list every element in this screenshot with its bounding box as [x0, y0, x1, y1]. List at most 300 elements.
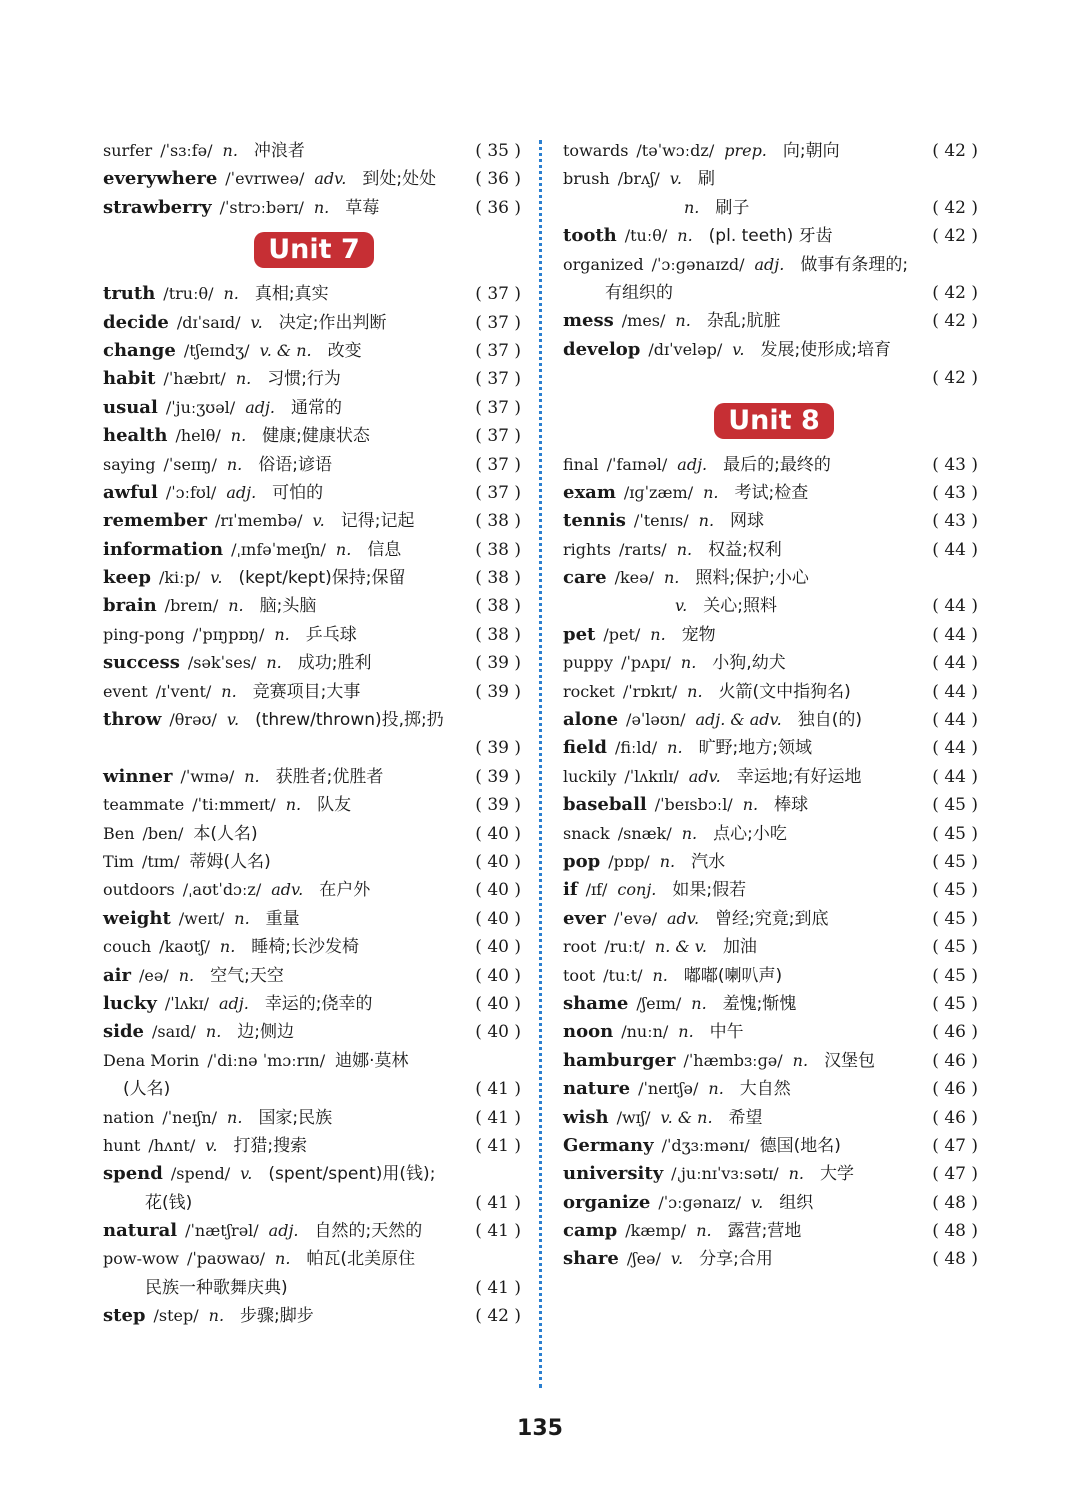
headword: nation: [103, 1107, 155, 1127]
headword: organize: [563, 1191, 651, 1213]
phonetic: /kæmp/: [625, 1221, 687, 1241]
vocab-entry: [103, 962, 521, 990]
vocab-entry-continuation: [563, 592, 978, 620]
vocab-entry: [563, 962, 978, 990]
phonetic: /ˈevrɪweə/: [225, 169, 305, 189]
part-of-speech: prep.: [724, 141, 767, 160]
headword: Tim: [103, 851, 134, 871]
chinese-meaning: 迪娜·莫林: [335, 1050, 409, 1071]
headword: winner: [103, 765, 173, 787]
headword: exam: [563, 481, 616, 503]
chinese-meaning: 队友: [317, 795, 352, 816]
phonetic: /əˈləʊn/: [626, 710, 686, 730]
part-of-speech: v. & n.: [259, 340, 312, 360]
page-reference: ( 39 ): [475, 738, 521, 759]
part-of-speech: n.: [221, 681, 237, 701]
part-of-speech: n.: [205, 1022, 222, 1042]
part-of-speech: conj.: [617, 880, 657, 900]
vocab-entry: [563, 137, 978, 165]
vocab-entry: [103, 933, 521, 961]
page-reference: ( 40 ): [475, 965, 521, 986]
part-of-speech: v.: [670, 1249, 684, 1269]
chinese-meaning: 自然的;天然的: [314, 1221, 423, 1242]
part-of-speech: n.: [650, 624, 666, 644]
part-of-speech: v.: [210, 568, 223, 588]
part-of-speech: adj.: [754, 254, 785, 274]
headword: wish: [563, 1106, 609, 1128]
headword: teammate: [103, 795, 185, 815]
vocab-entry: [563, 1018, 978, 1046]
headword: Germany: [563, 1134, 654, 1156]
vocab-entry: [103, 1018, 521, 1046]
chinese-meaning: (人名): [123, 1079, 171, 1100]
phonetic: /ˈdiːnə ˈmɔːrɪn/: [207, 1050, 326, 1070]
phonetic: /ˈevə/: [613, 908, 658, 928]
phonetic: /helθ/: [175, 426, 221, 446]
page-reference: ( 37 ): [475, 426, 521, 447]
page-reference: ( 48 ): [932, 1249, 978, 1270]
vocab-entry: [563, 451, 978, 479]
page-reference: ( 39 ): [475, 795, 521, 816]
page-reference: ( 45 ): [932, 908, 978, 929]
phonetic: /saɪd/: [152, 1022, 196, 1042]
page-reference: ( 41 ): [475, 1135, 521, 1156]
phonetic: /spend/: [170, 1164, 231, 1184]
phonetic: /weɪt/: [178, 908, 225, 928]
chinese-meaning: 到处;处处: [362, 169, 437, 190]
phonetic: /ˈneɪtʃə/: [638, 1079, 699, 1099]
part-of-speech: n.: [244, 766, 260, 786]
headword: organized: [563, 254, 644, 274]
part-of-speech: v.: [205, 1135, 218, 1155]
part-of-speech: n.: [227, 1107, 243, 1127]
page-reference: ( 40 ): [475, 937, 521, 958]
phonetic: /θrəʊ/: [169, 710, 217, 730]
page-reference: ( 45 ): [932, 795, 978, 816]
page-reference: ( 39 ): [475, 653, 521, 674]
chinese-meaning: 小狗,幼犬: [712, 653, 786, 674]
chinese-meaning: 照料;保护;小心: [695, 568, 809, 589]
part-of-speech: n.: [208, 1306, 225, 1326]
vocab-entry: [563, 564, 978, 592]
page-reference: ( 46 ): [932, 1107, 978, 1128]
chinese-meaning: 发展;使形成;培育: [760, 339, 891, 360]
vocab-entry-continuation: [103, 1274, 521, 1302]
page-reference: ( 37 ): [475, 482, 521, 503]
headword: change: [103, 339, 176, 361]
chinese-meaning: 边;侧边: [237, 1022, 295, 1043]
page-reference: ( 37 ): [475, 340, 521, 361]
phonetic: /ˈnætʃrəl/: [185, 1221, 259, 1241]
phonetic: /ˈpaʊwaʊ/: [187, 1249, 266, 1269]
page-reference: ( 45 ): [932, 851, 978, 872]
phonetic: /dɪˈsaɪd/: [176, 312, 241, 332]
vocab-entry: [103, 990, 521, 1018]
part-of-speech: n.: [335, 539, 352, 559]
part-of-speech: v.: [750, 1192, 764, 1212]
chinese-meaning: 中午: [709, 1022, 744, 1043]
part-of-speech: n.: [708, 1079, 724, 1099]
chinese-meaning: 习惯;行为: [267, 369, 341, 390]
chinese-meaning: 记得;记起: [340, 511, 415, 532]
part-of-speech: v.: [675, 596, 688, 616]
part-of-speech: n. & v.: [654, 937, 707, 957]
phonetic: /ɪf/: [585, 880, 608, 900]
page-reference: ( 40 ): [475, 993, 521, 1014]
phonetic: /ˈdʒɜːmənɪ/: [661, 1135, 750, 1155]
headword: if: [563, 879, 578, 901]
headword: side: [103, 1021, 145, 1043]
chinese-meaning: 分享;合用: [699, 1249, 773, 1270]
page-reference: ( 43 ): [932, 482, 978, 503]
part-of-speech: n.: [659, 851, 676, 871]
chinese-meaning: 空气;天空: [210, 965, 284, 986]
headword: develop: [563, 338, 641, 360]
vocab-entry-continuation: [563, 364, 978, 392]
part-of-speech: n.: [226, 454, 243, 474]
page-reference: ( 38 ): [475, 539, 521, 560]
chinese-meaning: 睡椅;长沙发椅: [251, 937, 360, 958]
page-reference: ( 37 ): [475, 397, 521, 418]
phonetic: /ʃeɪm/: [636, 993, 682, 1013]
headword: Ben: [103, 823, 135, 843]
part-of-speech: adv.: [688, 766, 721, 786]
left-top-entries: [103, 137, 521, 222]
vocab-entry: [563, 905, 978, 933]
chinese-meaning: (spent/spent)用(钱);: [268, 1164, 436, 1185]
headword: pet: [563, 623, 596, 645]
headword: surfer: [103, 141, 153, 160]
page-reference: ( 40 ): [475, 851, 521, 872]
chinese-meaning: 冲浪者: [253, 141, 305, 161]
page-reference: ( 44 ): [932, 539, 978, 560]
headword: toot: [563, 965, 596, 985]
phonetic: /tɪm/: [141, 851, 180, 871]
page-reference: ( 37 ): [475, 312, 521, 333]
phonetic: /tʃeɪndʒ/: [183, 340, 250, 360]
page-reference: ( 38 ): [475, 568, 521, 589]
chinese-meaning: 俗语;谚语: [258, 454, 332, 475]
vocab-entry: [563, 621, 978, 649]
part-of-speech: n.: [675, 311, 691, 331]
phonetic: /ˌɪnfəˈmeɪʃn/: [231, 539, 326, 559]
headword: puppy: [563, 653, 614, 673]
page-reference: ( 42 ): [932, 141, 978, 161]
headword: health: [103, 425, 168, 447]
chinese-meaning: 旷野;地方;领域: [698, 738, 813, 759]
vocab-entry: [103, 763, 521, 791]
headword: share: [563, 1248, 619, 1270]
headword: brain: [103, 595, 157, 617]
phonetic: /ˌjuːnɪˈvɜːsətɪ/: [671, 1164, 779, 1184]
part-of-speech: n.: [691, 993, 707, 1013]
part-of-speech: v.: [240, 1164, 253, 1184]
chinese-meaning: 幸运的;侥幸的: [264, 993, 373, 1014]
part-of-speech: n.: [235, 369, 252, 389]
part-of-speech: n.: [703, 482, 719, 502]
vocab-entry: [103, 1132, 521, 1160]
vocab-entry: [103, 564, 521, 592]
phonetic: /ˈbeɪsbɔːl/: [654, 795, 733, 815]
chinese-meaning: 大学: [820, 1164, 854, 1185]
chinese-meaning: 竞赛项目;大事: [252, 681, 361, 702]
vocab-entry: [563, 507, 978, 535]
chinese-meaning: (pl. teeth) 牙齿: [708, 226, 833, 247]
page-reference: ( 42 ): [932, 282, 978, 303]
part-of-speech: v.: [732, 339, 745, 359]
chinese-meaning: 成功;胜利: [297, 653, 372, 674]
headword: university: [563, 1163, 664, 1185]
page-reference: ( 44 ): [932, 710, 978, 731]
phonetic: /brʌʃ/: [617, 169, 660, 189]
phonetic: /ben/: [142, 823, 184, 843]
vocab-entry: [103, 422, 521, 450]
chinese-meaning: 本(人名): [193, 823, 258, 844]
vocab-entry: [563, 990, 978, 1018]
phonetic: /ˈrɒkɪt/: [622, 681, 678, 701]
page-reference: ( 42 ): [932, 368, 978, 389]
phonetic: /breɪn/: [164, 596, 219, 616]
headword: spend: [103, 1163, 163, 1185]
headword: alone: [563, 709, 619, 731]
headword: noon: [563, 1021, 614, 1043]
vocab-entry-continuation: [103, 1189, 521, 1217]
phonetic: /ˈstrɔːbərɪ/: [219, 197, 304, 217]
part-of-speech: n.: [788, 1164, 804, 1184]
part-of-speech: adj.: [245, 397, 276, 417]
part-of-speech: n.: [684, 197, 700, 217]
phonetic: /ˈseɪɪŋ/: [163, 454, 217, 474]
chinese-meaning: 蒂姆(人名): [189, 851, 271, 872]
right-top-entries: [563, 137, 978, 393]
vocab-entry: [103, 365, 521, 393]
phonetic: /ɪˈvent/: [155, 681, 212, 701]
page-reference: ( 42 ): [932, 311, 978, 332]
chinese-meaning: 德国(地名): [759, 1135, 841, 1156]
page-reference: ( 40 ): [475, 908, 521, 929]
vocab-entry: [103, 649, 521, 677]
headword: ping-pong: [103, 624, 185, 644]
vocab-entry: [563, 706, 978, 734]
vocab-entry-continuation: [103, 1075, 521, 1103]
vocab-entry: [563, 678, 978, 706]
page-number: 135: [517, 1416, 563, 1441]
chinese-meaning: 有组织的: [605, 282, 673, 303]
phonetic: /keə/: [614, 568, 654, 588]
vocab-entry: [103, 791, 521, 819]
page-reference: ( 41 ): [475, 1277, 521, 1298]
headword: saying: [103, 454, 156, 474]
phonetic: /təˈwɔːdz/: [636, 141, 715, 160]
phonetic: /tuːt/: [603, 965, 643, 985]
headword: ever: [563, 907, 606, 929]
page-reference: ( 43 ): [932, 454, 978, 475]
vocab-entry: [103, 1217, 521, 1245]
part-of-speech: v.: [312, 511, 325, 531]
right-column: [563, 137, 978, 1274]
page-reference: ( 39 ): [475, 681, 521, 702]
vocab-entry: [103, 394, 521, 422]
phonetic: /step/: [153, 1306, 199, 1326]
vocab-entry: [103, 820, 521, 848]
page-reference: ( 45 ): [932, 965, 978, 986]
phonetic: /ˈtenɪs/: [633, 511, 689, 531]
page-reference: ( 45 ): [932, 823, 978, 844]
chinese-meaning: 改变: [327, 340, 362, 361]
phonetic: /ˈɔːɡənaɪz/: [658, 1192, 741, 1212]
vocab-entry: [103, 165, 521, 193]
vocab-entry: [103, 621, 521, 649]
headword: field: [563, 737, 607, 759]
part-of-speech: adj.: [677, 454, 708, 474]
page-reference: ( 47 ): [932, 1164, 978, 1185]
phonetic: /kiːp/: [158, 568, 201, 588]
part-of-speech: adv.: [314, 169, 347, 189]
vocab-entry: [563, 536, 978, 564]
chinese-meaning: 真相;真实: [254, 284, 329, 305]
headword: camp: [563, 1220, 618, 1242]
headword: remember: [103, 510, 208, 532]
chinese-meaning: 国家;民族: [258, 1107, 333, 1128]
headword: couch: [103, 937, 152, 957]
page-reference: ( 44 ): [932, 738, 978, 759]
part-of-speech: n.: [313, 197, 330, 217]
phonetic: /tuːθ/: [624, 226, 668, 246]
phonetic: /eə/: [138, 965, 169, 985]
vocab-entry: [563, 251, 978, 279]
chinese-meaning: 组织: [779, 1192, 814, 1213]
vocab-entry: [563, 820, 978, 848]
vocab-entry: [103, 1047, 521, 1075]
phonetic: /nuːn/: [621, 1022, 669, 1042]
chinese-meaning: 权益;权利: [708, 539, 782, 560]
vocab-entry: [103, 194, 521, 222]
vocab-entry: [563, 1132, 978, 1160]
vocab-entry: [103, 536, 521, 564]
headword: lucky: [103, 992, 157, 1014]
headword: step: [103, 1305, 146, 1327]
vocab-entry-continuation: [563, 279, 978, 307]
chinese-meaning: 重量: [265, 908, 300, 929]
phonetic: /ruːt/: [604, 937, 645, 957]
phonetic: /dɪˈveləp/: [648, 339, 723, 359]
headword: success: [103, 652, 180, 674]
page-reference: ( 44 ): [932, 681, 978, 702]
chinese-meaning: 网球: [730, 511, 765, 532]
page-reference: ( 40 ): [475, 1022, 521, 1043]
headword: luckily: [563, 766, 617, 786]
page-reference: ( 45 ): [932, 993, 978, 1014]
page-reference: ( 44 ): [932, 624, 978, 645]
vocab-entry: [103, 848, 521, 876]
chinese-meaning: 嘟嘟(喇叭声): [683, 965, 783, 986]
chinese-meaning: 最后的;最终的: [723, 454, 831, 475]
headword: outdoors: [103, 880, 175, 900]
column-divider: [539, 140, 542, 1388]
chinese-meaning: 信息: [367, 539, 402, 560]
vocab-entry: [563, 1189, 978, 1217]
phonetic: /wɪʃ/: [616, 1107, 651, 1127]
vocab-entry: [103, 1245, 521, 1273]
unit-7-header: [103, 222, 521, 280]
vocab-entry: [103, 678, 521, 706]
headword: pop: [563, 850, 601, 872]
vocab-entry: [563, 649, 978, 677]
phonetic: /fiːld/: [614, 738, 658, 758]
headword: rocket: [563, 681, 615, 701]
page-reference: ( 38 ): [475, 624, 521, 645]
phonetic: /ˌaʊtˈdɔːz/: [182, 880, 262, 900]
part-of-speech: n.: [677, 226, 693, 246]
part-of-speech: n.: [696, 1221, 712, 1241]
vocab-entry: [563, 222, 978, 250]
phonetic: /rɪˈmembə/: [215, 511, 303, 531]
phonetic: /ˈɔːɡənaɪzd/: [651, 254, 745, 274]
part-of-speech: v. & n.: [660, 1107, 713, 1127]
part-of-speech: n.: [178, 965, 195, 985]
part-of-speech: n.: [222, 141, 238, 160]
phonetic: /ˈpɪŋpɒŋ/: [192, 624, 265, 644]
part-of-speech: n.: [667, 738, 683, 758]
headword: information: [103, 538, 224, 560]
headword: awful: [103, 481, 158, 503]
phonetic: /ɪɡˈzæm/: [623, 482, 694, 502]
chinese-meaning: 刷: [698, 169, 716, 190]
phonetic: /ˈsɜːfə/: [160, 141, 213, 160]
chinese-meaning: 帕瓦(北美原住: [306, 1249, 416, 1270]
chinese-meaning: 民族一种歌舞庆典): [145, 1277, 288, 1298]
headword: root: [563, 937, 597, 957]
chinese-meaning: 汽水: [691, 851, 726, 872]
headword: Dena Morin: [103, 1050, 200, 1070]
phonetic: /ˈtiːmmeɪt/: [192, 795, 276, 815]
headword: decide: [103, 311, 169, 333]
chinese-meaning: 幸运地;有好运地: [736, 766, 862, 787]
part-of-speech: n.: [285, 795, 302, 815]
vocab-entry: [563, 165, 978, 193]
headword: air: [103, 964, 131, 986]
headword: everywhere: [103, 168, 218, 190]
page-reference: ( 35 ): [475, 141, 521, 161]
chinese-meaning: 健康;健康状态: [262, 426, 370, 447]
part-of-speech: n.: [678, 1022, 694, 1042]
page-reference: ( 42 ): [932, 226, 978, 247]
chinese-meaning: 棒球: [774, 795, 809, 816]
chinese-meaning: 关心;照料: [703, 596, 777, 617]
chinese-meaning: 大自然: [739, 1079, 791, 1100]
page-reference: ( 46 ): [932, 1022, 978, 1043]
chinese-meaning: 考试;检查: [734, 482, 809, 503]
phonetic: /ˈɔːfʊl/: [165, 482, 217, 502]
vocab-entry: [103, 905, 521, 933]
headword: baseball: [563, 794, 647, 816]
unit-7-badge: Unit 7: [254, 232, 374, 268]
headword: nature: [563, 1078, 631, 1100]
part-of-speech: n.: [680, 653, 697, 673]
part-of-speech: n.: [275, 1249, 291, 1269]
page-reference: ( 43 ): [932, 511, 978, 532]
chinese-meaning: (kept/kept)保持;保留: [238, 568, 406, 589]
chinese-meaning: 如果;假若: [672, 880, 747, 901]
phonetic: /ʃeə/: [626, 1249, 661, 1269]
chinese-meaning: 在户外: [319, 880, 371, 901]
vocab-entry: [563, 763, 978, 791]
vocab-entry-continuation: [563, 194, 978, 222]
phonetic: /ˈjuːʒʊəl/: [165, 397, 236, 417]
part-of-speech: adv.: [667, 908, 700, 928]
headword: habit: [103, 368, 156, 390]
phonetic: /truːθ/: [163, 284, 214, 304]
